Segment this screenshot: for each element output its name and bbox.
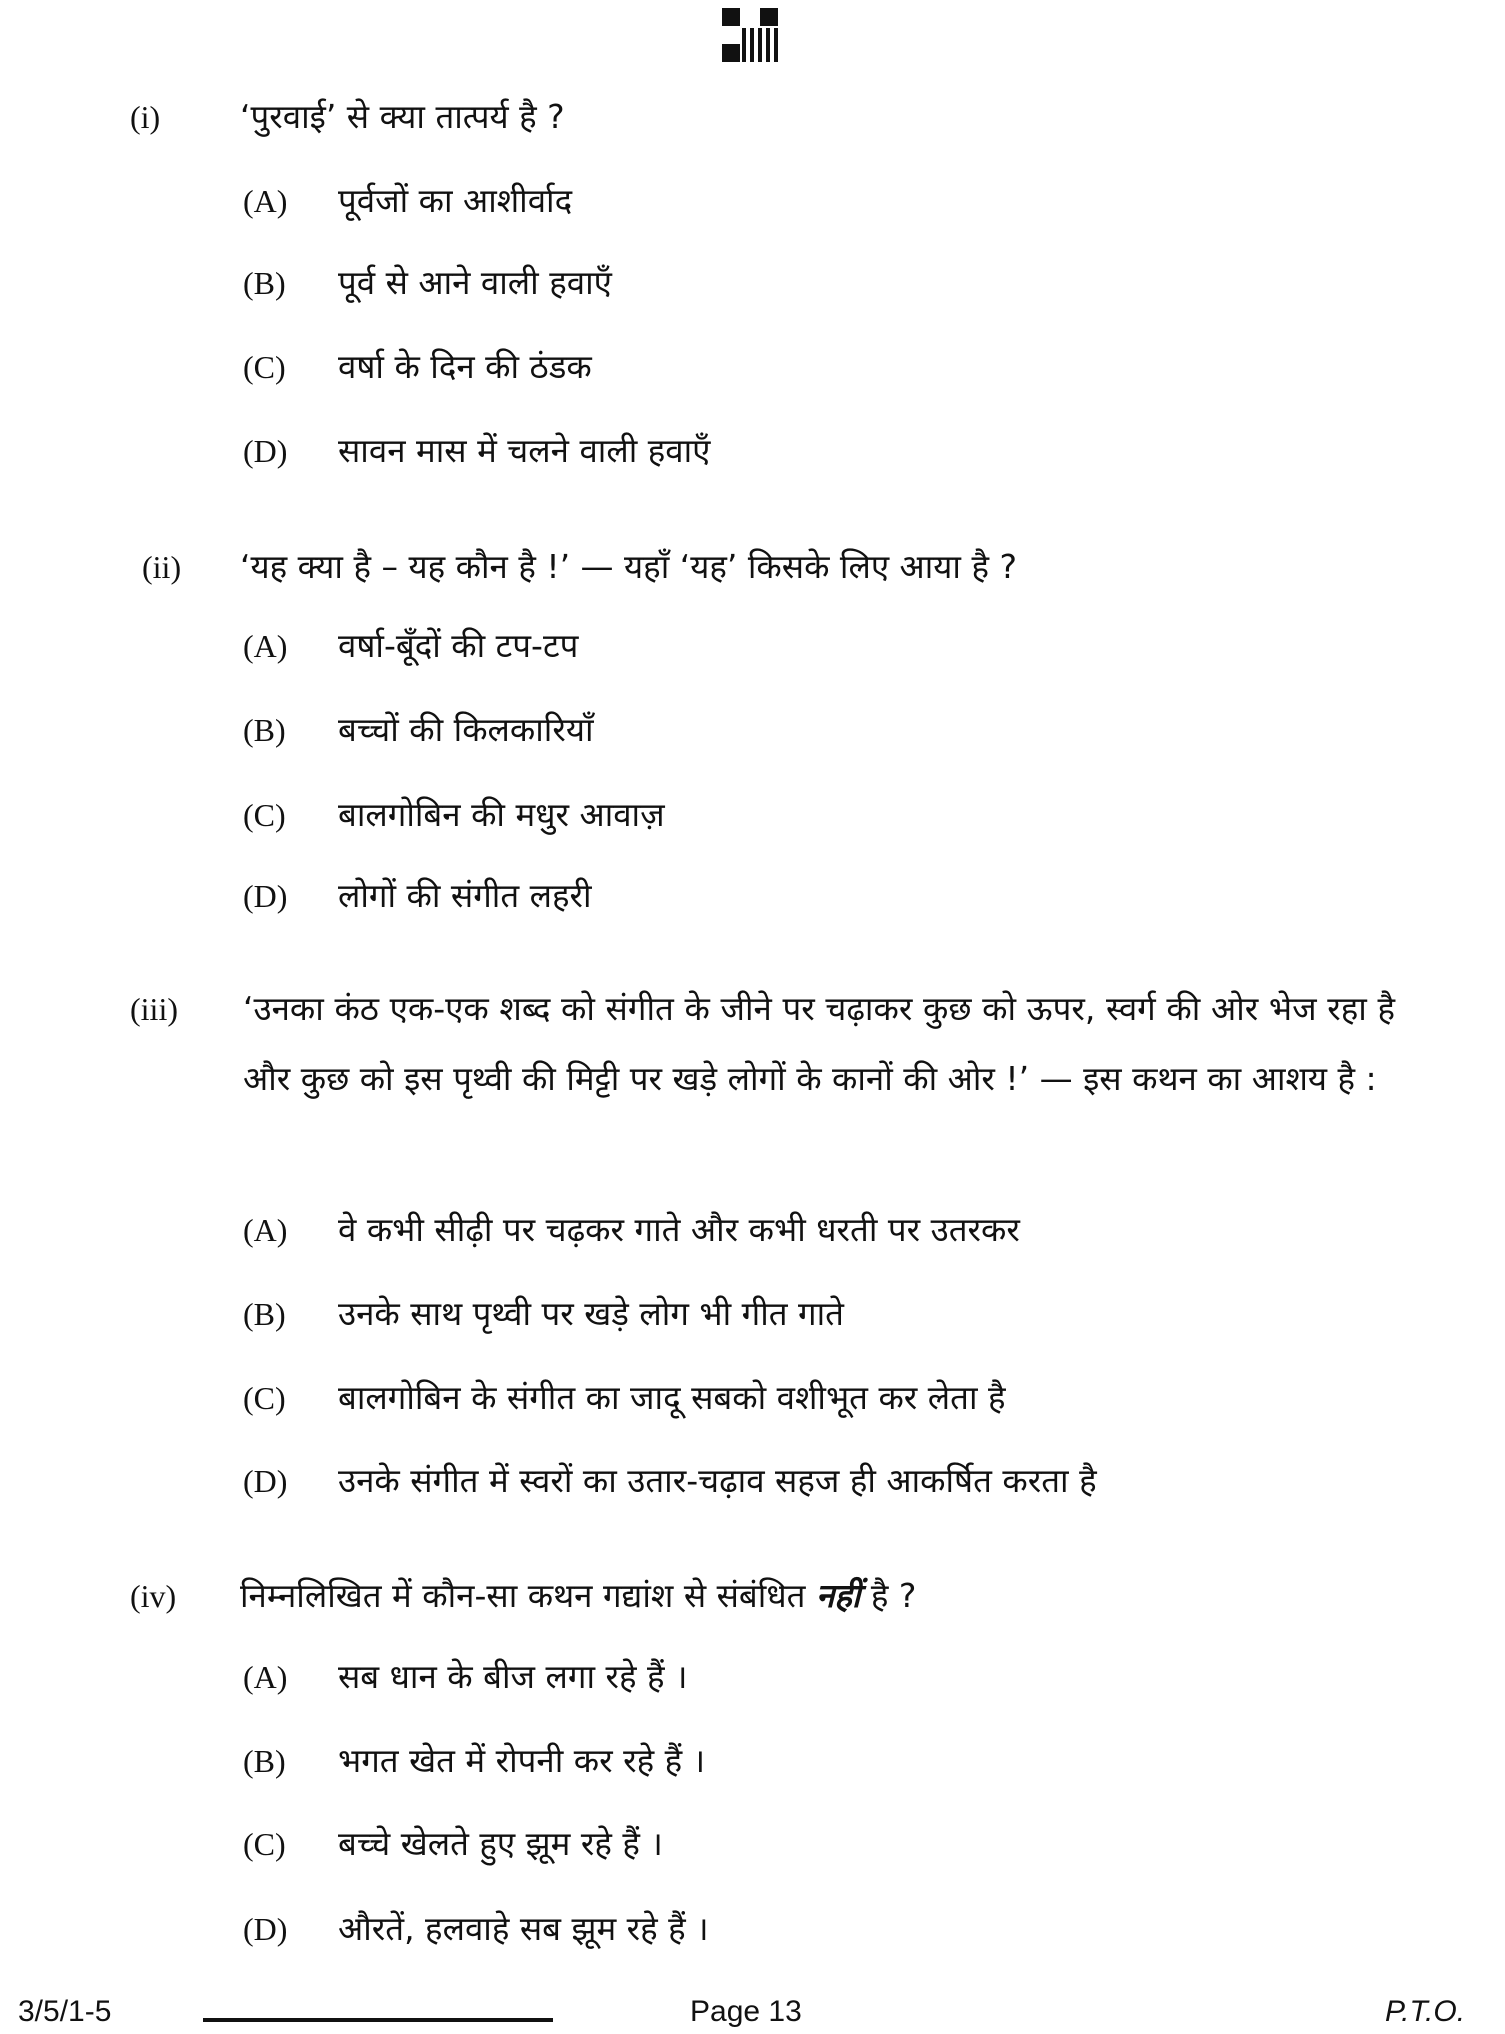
question-number: (iii) [130,991,178,1027]
option-label: (B) [243,265,286,301]
option-text: बालगोबिन की मधुर आवाज़ [338,795,665,834]
qr-code-icon [722,8,778,62]
option-text: उनके साथ पृथ्वी पर खड़े लोग भी गीत गाते [338,1294,844,1333]
option-label: (D) [243,1463,288,1499]
option-text: बालगोबिन के संगीत का जादू सबको वशीभूत कर लेता है [338,1378,1006,1417]
option-text: पूर्वजों का आशीर्वाद [338,181,573,220]
option-label: (C) [243,797,286,833]
option-label: (D) [243,1911,288,1947]
option-label: (D) [243,878,288,914]
option-label: (B) [243,712,286,748]
question-number: (ii) [142,549,182,585]
option-text: लोगों की संगीत लहरी [338,876,592,915]
option-text: बच्चे खेलते हुए झूम रहे हैं । [338,1824,663,1863]
option-label: (B) [243,1743,286,1779]
option-text: सावन मास में चलने वाली हवाएँ [338,431,711,470]
option-label: (C) [243,1826,286,1862]
option-label: (A) [243,1659,288,1695]
pto-label: P.T.O. [1385,1995,1466,2028]
option-label: (C) [243,349,286,385]
option-label: (A) [243,183,288,219]
question-text: ‘उनका कंठ एक-एक शब्द को संगीत के जीने पर चढ़ाकर कुछ को ऊपर, स्वर्ग की ओर भेज रहा है और कुछ को इस पृथ्वी की मिट्टी पर खड़े लोगों के कानों की ओर !’ — इस कथन का आशय है : [243,989,1395,1098]
option-label: (D) [243,433,288,469]
question-text-part: है ? [870,1576,917,1615]
option-text: वर्षा के दिन की ठंडक [338,347,592,386]
question-number: (i) [130,99,161,135]
option-text: सब धान के बीज लगा रहे हैं । [338,1657,688,1696]
footer-rule [203,2018,553,2022]
option-label: (B) [243,1296,286,1332]
option-text: पूर्व से आने वाली हवाएँ [338,263,612,302]
question-text: ‘यह क्या है – यह कौन है !’ — यहाँ ‘यह’ किसके लिए आया है ? [240,547,1017,586]
question-text [240,1574,916,1618]
option-label: (C) [243,1380,286,1416]
question-text: ‘पुरवाई’ से क्या तात्पर्य है ? [240,97,565,136]
option-text: औरतें, हलवाहे सब झूम रहे हैं । [338,1909,709,1948]
paper-code: 3/5/1-5 [18,1995,112,2028]
question-number: (iv) [130,1578,177,1614]
option-text: बच्चों की किलकारियाँ [338,710,594,749]
question-emphasis: नहीं [815,1576,861,1615]
option-label: (A) [243,1212,288,1248]
page-number: Page 13 [690,1995,802,2028]
option-text: भगत खेत में रोपनी कर रहे हैं । [338,1741,706,1780]
option-text: उनके संगीत में स्वरों का उतार-चढ़ाव सहज ही आकर्षित करता है [338,1461,1097,1500]
option-text: वर्षा-बूँदों की टप-टप [338,626,579,665]
question-text-part: निम्नलिखित में कौन-सा कथन गद्यांश से संबंधित [240,1576,806,1615]
option-label: (A) [243,628,288,664]
option-text: वे कभी सीढ़ी पर चढ़कर गाते और कभी धरती पर उतरकर [338,1210,1020,1249]
